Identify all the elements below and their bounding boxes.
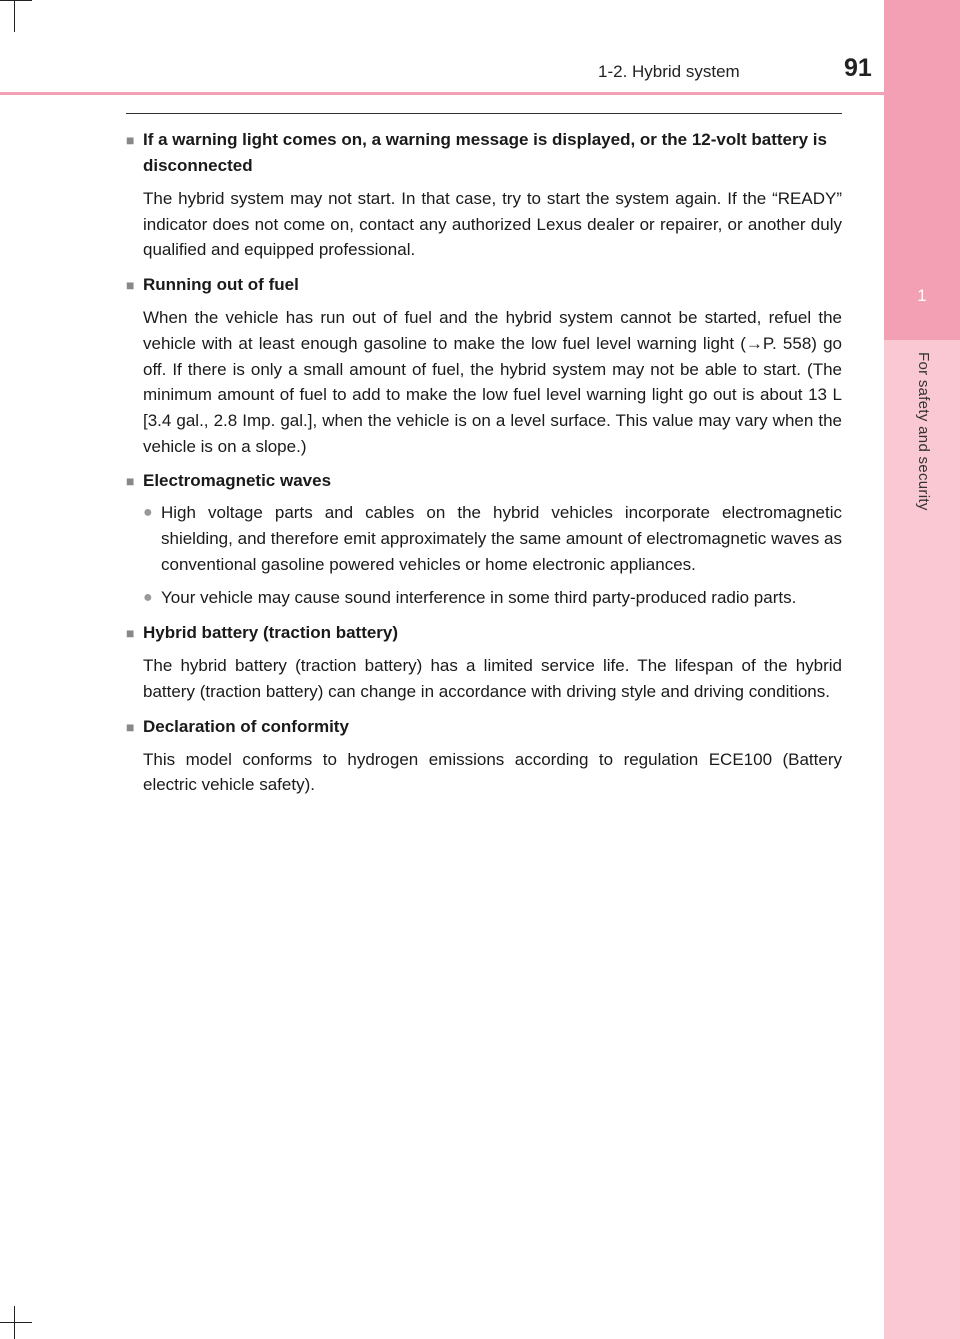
item-paragraph: When the vehicle has run out of fuel and the hybrid system cannot be started, refuel the vehicle with at least enough gasoline to make the low fuel level warning light (→P. 558) go off. If there is only a small amount of fuel, the hybrid system may not be able to start. (The minimum amount of fuel to add to make the low fuel level warning light go out is about 13 L [3.4 gal., 2.8 Imp. gal.], when the vehicle is on a level surface. This value may vary when the vehicle is on a slope.) [143, 308, 842, 456]
section-item [126, 127, 842, 263]
item-heading [126, 272, 842, 298]
page-number: 91 [844, 54, 872, 82]
heading-text: Hybrid battery (traction battery) [143, 623, 399, 643]
item-heading [126, 468, 842, 494]
square-bullet-icon: ■ [126, 132, 135, 148]
bullet-list [126, 500, 842, 611]
page-content [126, 127, 842, 807]
bullet-text: High voltage parts and cables on the hybrid vehicles incorporate electromagnetic shielding, and therefore emit approximately the same amount of electromagnetic waves as conventional gasoline powered vehicles or home electronic appliances. [161, 503, 842, 574]
header-rule [0, 92, 884, 95]
chapter-title: For safety and security [915, 352, 932, 511]
item-paragraph: This model conforms to hydrogen emissions according to regulation ECE100 (Battery electric vehicle safety). [143, 749, 842, 795]
square-bullet-icon: ■ [126, 277, 135, 294]
heading-text: Running out of fuel [143, 275, 299, 295]
circle-bullet-icon: ● [143, 589, 153, 607]
crop-mark [14, 0, 15, 32]
crop-mark [0, 1322, 32, 1323]
crop-mark [14, 1306, 15, 1339]
list-item [126, 585, 842, 611]
square-bullet-icon: ■ [126, 473, 135, 490]
bullet-text: Your vehicle may cause sound interference in some third party-produced radio parts. [161, 588, 797, 608]
item-paragraph: The hybrid battery (traction battery) has a limited service life. The lifespan of the hybrid battery (traction battery) can change in accordance with driving style and driving conditions. [143, 656, 842, 701]
square-bullet-icon: ■ [126, 718, 135, 735]
section-item [126, 468, 842, 611]
section-title: 1-2. Hybrid system [598, 62, 740, 81]
heading-text: Electromagnetic waves [143, 471, 332, 491]
section-item [126, 272, 842, 459]
item-paragraph: The hybrid system may not start. In that case, try to start the system again. If the “READY” indicator does not come on, contact any authorized Lexus dealer or repairer, or another duly qualified and equipped professional. [143, 189, 842, 260]
content-divider [126, 113, 842, 114]
heading-text: Declaration of conformity [143, 716, 349, 736]
item-heading [126, 127, 842, 179]
crop-mark [0, 0, 32, 1]
section-item [126, 714, 842, 798]
section-item [126, 620, 842, 704]
heading-text: If a warning light comes on, a warning message is displayed, or the 12-volt battery is disconnected [143, 130, 827, 175]
item-heading [126, 714, 842, 740]
square-bullet-icon: ■ [126, 625, 135, 642]
circle-bullet-icon: ● [143, 504, 153, 522]
list-item [126, 500, 842, 577]
item-heading [126, 620, 842, 646]
chapter-number: 1 [917, 286, 927, 305]
